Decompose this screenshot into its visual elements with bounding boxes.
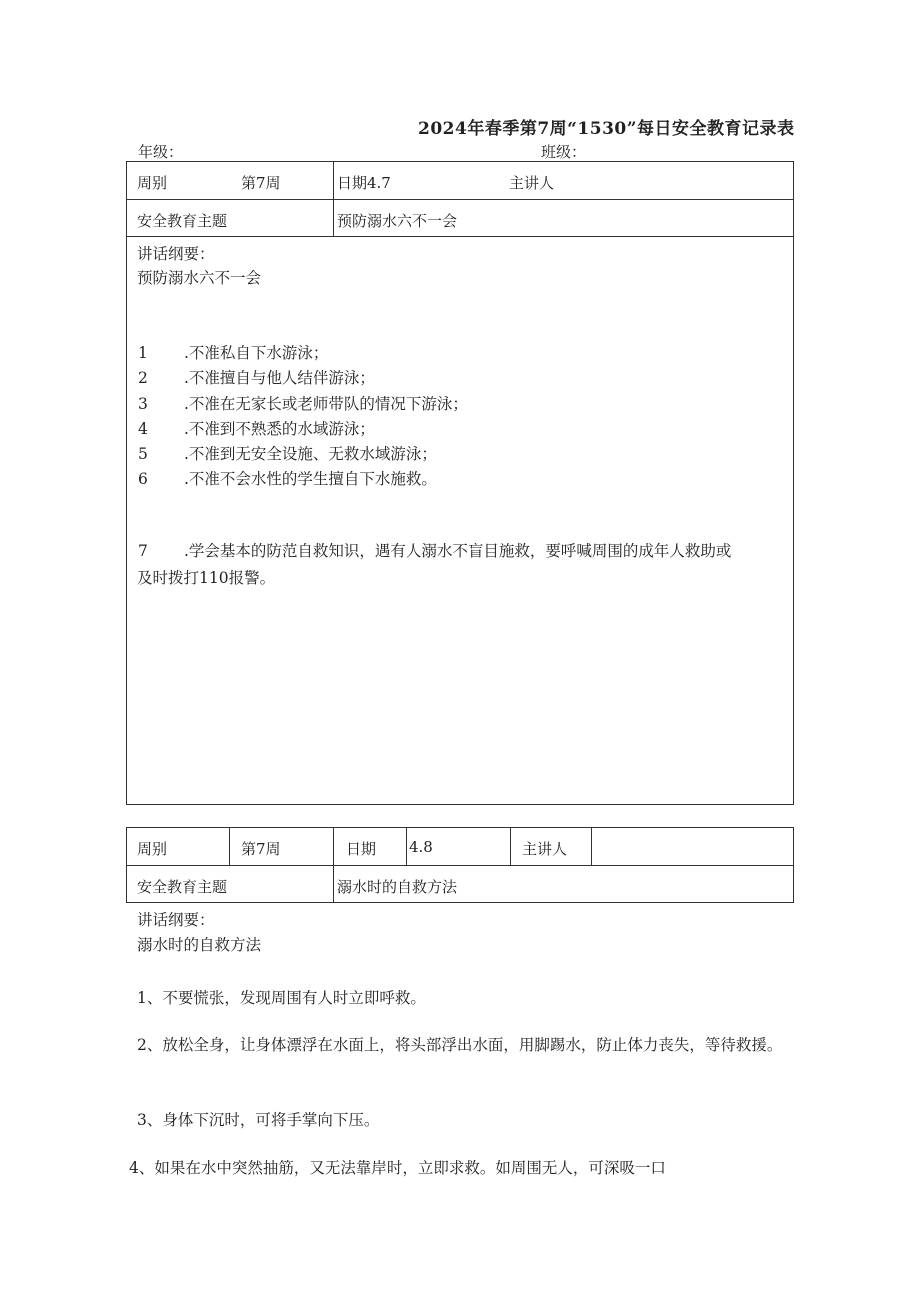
record2-col-divider (591, 827, 592, 865)
record1-item: 2 .不准擅自与他人结伴游泳； (138, 369, 375, 387)
record2-col-divider (510, 827, 511, 865)
record1-item-7: 7 .学会基本的防范自救知识，遇有人溺水不盲目施救，要呼喊周围的成年人救助或 (138, 542, 732, 560)
record1-week-value: 第7周 (241, 174, 281, 192)
class-label: 班级： (541, 143, 587, 161)
record2-outline-title: 溺水时的自救方法 (137, 936, 262, 954)
record2-outline-label: 讲话纲要： (137, 911, 215, 929)
record1-topic-value: 预防溺水六不一会 (337, 212, 458, 230)
record2-date-label: 日期 (346, 840, 377, 858)
record2-para: 4、如果在水中突然抽筋，又无法靠岸时，立即求救。如周围无人，可深吸一口 (129, 1159, 666, 1177)
record2-para: 1、不要慌张，发现周围有人时立即呼救。 (137, 989, 426, 1007)
class-blank (586, 147, 596, 162)
record1-date: 日期4.7 (337, 174, 391, 192)
record2-row-divider (126, 865, 793, 866)
record1-item-7-continued: 及时拨打110报警。 (137, 569, 276, 587)
grade-blank (183, 147, 533, 162)
record2-col-divider (333, 827, 334, 902)
record1-week-label: 周别 (137, 174, 168, 192)
record1-outline-label: 讲话纲要： (137, 245, 215, 263)
class-field (541, 141, 596, 162)
document-title: 2024年春季第7周“1530”每日安全教育记录表 (418, 119, 795, 139)
record1-row-divider-2 (126, 236, 793, 237)
grade-field (138, 141, 533, 162)
record1-row-divider-1 (126, 199, 793, 200)
record2-week-value: 第7周 (241, 840, 281, 858)
record2-para: 3、身体下沉时，可将手掌向下压。 (137, 1111, 380, 1129)
record2-date-value: 4.8 (409, 838, 433, 856)
record1-speaker-label: 主讲人 (509, 174, 555, 192)
record1-item: 1 .不准私自下水游泳； (138, 344, 329, 362)
record1-item: 4 .不准到不熟悉的水域游泳； (138, 420, 375, 438)
grade-label: 年级： (138, 143, 184, 161)
record1-item: 5 .不准到无安全设施、无救水域游泳； (138, 445, 437, 463)
record1-item: 6 .不准不会水性的学生擅自下水施救。 (138, 470, 437, 488)
record2-week-label: 周别 (137, 840, 168, 858)
record2-para: 2、放松全身，让身体漂浮在水面上，将头部浮出水面，用脚踢水，防止体力丧失，等待救援。 (137, 1036, 783, 1054)
record2-col-divider (229, 827, 230, 865)
record1-topic-label: 安全教育主题 (137, 212, 228, 230)
record1-col-divider (333, 161, 334, 236)
record2-col-divider (406, 827, 407, 865)
record2-topic-label: 安全教育主题 (137, 878, 228, 896)
record2-topic-value: 溺水时的自救方法 (337, 878, 458, 896)
record2-speaker-label: 主讲人 (522, 840, 568, 858)
record1-outline-title: 预防溺水六不一会 (137, 269, 262, 287)
record1-item: 3 .不准在无家长或老师带队的情况下游泳； (138, 395, 468, 413)
